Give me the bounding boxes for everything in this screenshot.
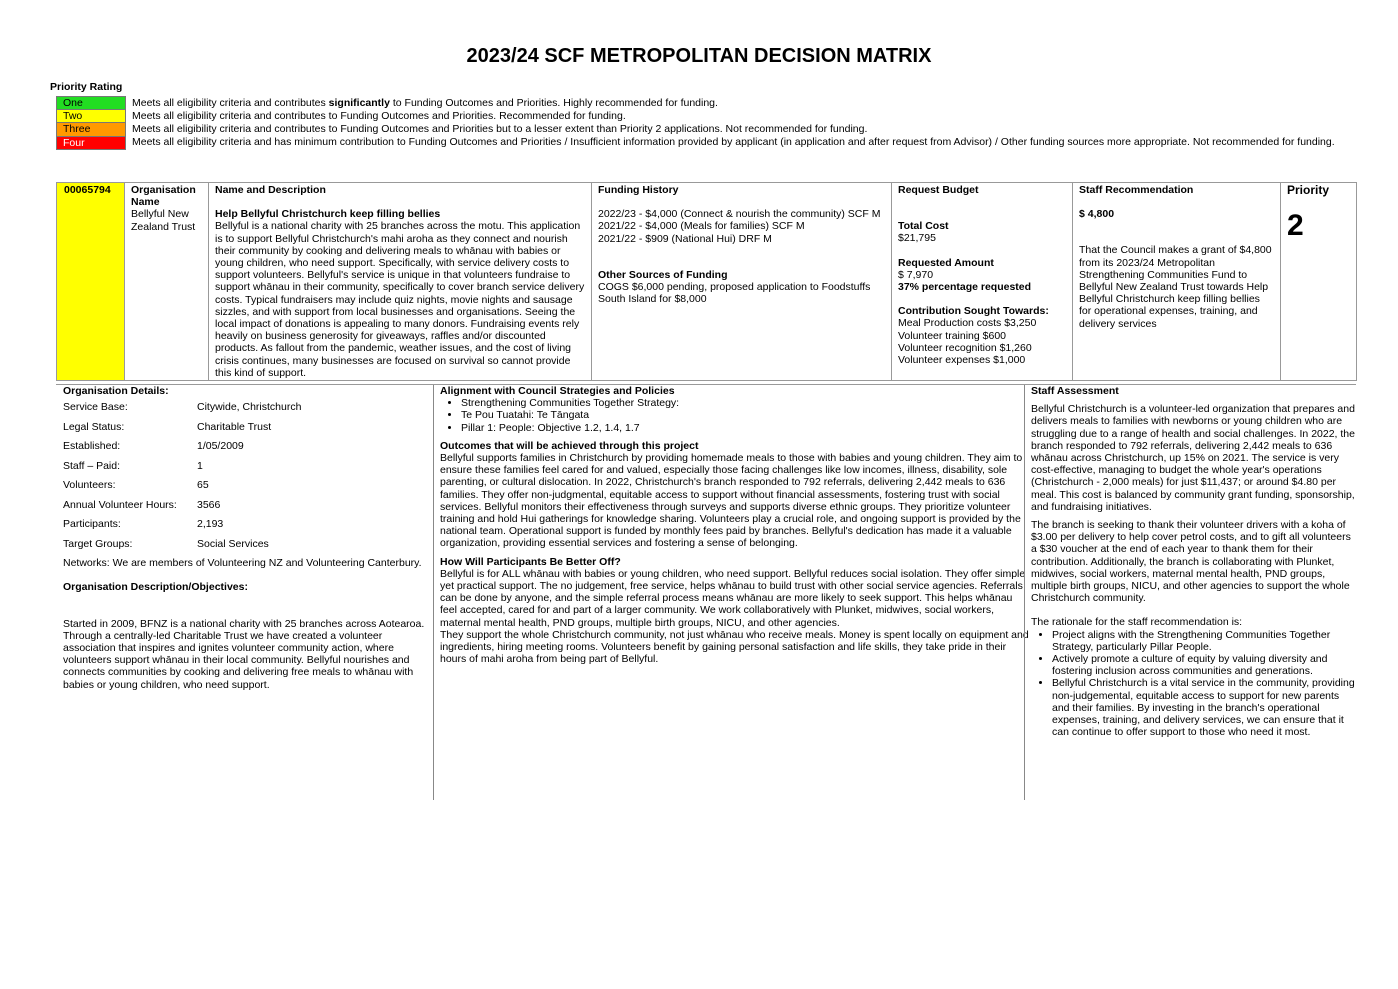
priority-row-three [57, 123, 1356, 136]
alignment-item: • Strengthening Communities Together Strategy: [461, 397, 1030, 409]
priority-desc-two: Meets all eligibility criteria and contributes to Funding Outcomes and Priorities. Recommended for funding. [132, 109, 626, 122]
detail-row: Target Groups: Social Services [63, 537, 269, 550]
priority-header: Priority [1287, 183, 1330, 197]
rationale-item: • Bellyful Christchurch is a vital service in the community, providing non-judgemental, equitable access to support for new parents and their families. By investing in the branch's operational expenses, training, and delivery services, we can ensure that it can continue to offer support to those who need it most. [1052, 677, 1356, 738]
name-description-cell [209, 183, 592, 381]
better-off-text-2: They support the whole Christchurch community, not just whānau who receive meals. Money is spent locally on equipment and ingredients, hiring meeting rooms. Volunteers benefit by gaining personal satisfaction and life skills, they take pride in their hours of mahi aroha from being part of Bellyful. [440, 628, 1029, 666]
funding-history-item: 2022/23 - $4,000 (Connect & nourish the community) SCF M [598, 208, 881, 221]
priority-swatch-three: Three [57, 123, 126, 136]
rationale-item: • Project aligns with the Strengthening Communities Together Strategy, particularly Pillar People. [1052, 629, 1356, 653]
funding-history-cell [592, 183, 892, 381]
staff-assessment-header: Staff Assessment [1031, 385, 1119, 397]
rationale-list [1031, 629, 1356, 739]
application-table [56, 182, 1357, 381]
alignment-item: • Te Pou Tuatahi: Te Tāngata [461, 409, 1030, 421]
priority-rating-label: Priority Rating [50, 81, 123, 93]
contribution-item: Meal Production costs $3,250 [898, 317, 1037, 330]
priority-rating-table [56, 96, 1356, 150]
staff-assessment-column [1024, 385, 1356, 800]
better-off-header: How Will Participants Be Better Off? [440, 555, 621, 568]
organisation-description: Started in 2009, BFNZ is a national charity with 25 branches across Aotearoa. Through a centrally-led Charitable Trust we have created a volunteer association that inspires and ignites volunteer community action, where volunteers support whānau in their local community. Bellyful nourishes and connects communities by cooking and delivering free meals to whānau with babies or young children, who need support. [63, 617, 425, 691]
networks-text: Networks: We are members of Volunteering NZ and Volunteering Canterbury. [63, 557, 422, 570]
staff-assessment-paragraph: The branch is seeking to thank their volunteer drivers with a koha of $3.00 per delivery to help cover petrol costs, and to gift all volunteers a $30 voucher at the end of each year to thank them for their contribution. Additionally, the branch is collaborating with Plunket, midwives, social workers, maternal mental health, PND groups, multiple birth groups, NICU, and other agencies to support the whole Christchurch community. [1031, 519, 1351, 605]
rationale-intro: The rationale for the staff recommendation is: [1031, 616, 1243, 629]
outcomes-text: Bellyful supports families in Christchurch by providing homemade meals to those with babies and young children. They aim to ensure these families feel cared for and valued, especially those facing challenges like low incomes, illness, disability, sole parenting, or cultural dislocation. In 2022, Christchurch's branch responded to 792 referrals, delivering 2,442 meals to 636 families. They offer non-judgmental, equitable access to support without financial assessments, fostering trust with social services. Bellyful monitors their effectiveness through surveys and supports diverse ethnic groups. They prioritize volunteer training and hold Hui gatherings for knowledge sharing. Volunteers play a crucial role, and ongoing support is provided by the national team. Operational support is funded by monthly fees paid by branches. Bellyful's dedication has made it a valuable organization, providing essential services and fostering a sense of belonging. [440, 452, 1023, 550]
organisation-description-header: Organisation Description/Objectives: [63, 581, 248, 594]
application-id: 00065794 [57, 183, 125, 381]
staff-recommendation-amount: $ 4,800 [1079, 208, 1115, 221]
staff-recommendation-text: That the Council makes a grant of $4,800 from its 2023/24 Metropolitan Strengthening Communities Fund to Bellyful New Zealand Trust towards Help Bellyful Christchurch keep filling bellies for operational expenses, training, and delivery services [1079, 244, 1272, 330]
organisation-cell [125, 183, 209, 381]
request-budget-cell [892, 183, 1073, 381]
priority-swatch-four: Four [57, 136, 126, 149]
priority-row-four [57, 136, 1356, 149]
rationale-item: • Actively promote a culture of equity by valuing diversity and fostering inclusion across communities and generations. [1052, 653, 1356, 677]
staff-assessment-paragraph: Bellyful Christchurch is a volunteer-led organization that prepares and delivers meals to families with newborns or young children who are struggling due to a range of health and social challenges. In 2022, the branch responded to 792 referrals, delivering 2,442 meals to 636 whānau across Christchurch, up 15% on 2021. The service is very cost-effective, managing to budget the whole year's operations (Christchurch - 2,000 meals) for just $11,437; or around $4.80 per meal. This cost is balanced by community grant funding, sponsorship, and fundraising initiatives. [1031, 403, 1355, 513]
funding-history-item: 2021/22 - $4,000 (Meals for families) SCF M [598, 220, 805, 233]
priority-value: 2 [1287, 209, 1304, 243]
priority-swatch-two: Two [57, 110, 126, 123]
project-description: Bellyful is a national charity with 25 branches across the motu. This application is to support Bellyful Christchurch's mahi aroha as they connect and nourish their community by cooking and delivering meals to whānau with babies or young children, who need support. Specifically, with service delivery costs to support volunteers. Bellyful's service is unique in that volunteers fundraise to support whānau in their community, specifically to cover branch service delivery costs. Typical fundraisers may include quiz nights, movie nights and sausage sizzles, and with support from local businesses and organisations. Seeing the local impact of donations is appealing to many donors. Fundraising events rely heavily on business generosity for giveaways, raffles and/or discounted products. As fallout from the pandemic, weather issues, and the cost of living crisis continues, many businesses are focused on survival so cannot provide this kind of support. [215, 220, 585, 379]
other-sources-header: Other Sources of Funding [598, 268, 728, 281]
requested-amount-value: $ 7,970 [898, 268, 934, 281]
project-title: Help Bellyful Christchurch keep filling bellies [215, 208, 441, 221]
organisation-details-column [56, 385, 433, 800]
detail-row: Staff – Paid: 1 [63, 459, 203, 472]
funding-history-header: Funding History [598, 184, 679, 196]
organisation-details-header: Organisation Details: [63, 385, 169, 397]
alignment-column [433, 385, 1030, 800]
contribution-item: Volunteer recognition $1,260 [898, 341, 1032, 354]
organisation-name: Bellyful New Zealand Trust [131, 208, 196, 233]
detail-row: Annual Volunteer Hours: 3566 [63, 498, 221, 511]
detail-row: Volunteers: 65 [63, 479, 209, 492]
name-description-header: Name and Description [215, 184, 326, 196]
contribution-label: Contribution Sought Towards: [898, 305, 1049, 318]
priority-desc-one: Meets all eligibility criteria and contributes significantly to Funding Outcomes and Priorities. Highly recommended for funding. [132, 96, 718, 109]
staff-recommendation-header: Staff Recommendation [1079, 184, 1194, 196]
priority-row-one [57, 97, 1356, 110]
total-cost-value: $21,795 [898, 232, 936, 245]
contribution-item: Volunteer expenses $1,000 [898, 354, 1026, 367]
priority-swatch-one: One [57, 97, 126, 110]
organisation-header: Organisation Name [131, 184, 196, 209]
priority-desc-three: Meets all eligibility criteria and contributes to Funding Outcomes and Priorities but to a lesser extent than Priority 2 applications. Not recommended for funding. [132, 122, 868, 135]
detail-row: Legal Status: Charitable Trust [63, 420, 272, 433]
priority-cell [1281, 183, 1357, 381]
priority-desc-four: Meets all eligibility criteria and has minimum contribution to Funding Outcomes and Priorities / Insufficient information provided by applicant (in application and after request from Advisor) / Other funding sources more appropriate. Not recommended for funding. [132, 136, 1335, 149]
requested-percentage: 37% percentage requested [898, 281, 1032, 294]
requested-amount-label: Requested Amount [898, 256, 994, 269]
request-budget-header: Request Budget [898, 184, 979, 196]
alignment-item: • Pillar 1: People: Objective 1.2, 1.4, 1.7 [461, 422, 1030, 434]
detail-row: Established: 1/05/2009 [63, 440, 244, 453]
staff-recommendation-cell [1073, 183, 1281, 381]
detail-row: Participants: 2,193 [63, 518, 224, 531]
details-section [56, 385, 1356, 800]
other-sources: COGS $6,000 pending, proposed application to Foodstuffs South Island for $8,000 [598, 281, 871, 306]
priority-row-two [57, 110, 1356, 123]
page-title: 2023/24 SCF METROPOLITAN DECISION MATRIX [466, 45, 932, 67]
alignment-list [440, 397, 1030, 434]
alignment-header: Alignment with Council Strategies and Policies [440, 385, 675, 397]
better-off-text: Bellyful is for ALL whānau with babies or young children, who need support. Bellyful reduces social isolation. They offer simple yet practical support. The no judgement, free service, helps whānau to build trust with other social service agencies. Referrals can be done by anyone, and the simple referral process means whānau are more likely to seek support. This helps whānau feel accepted, cared for and part of a larger community. We work collaboratively with Plunket, midwives, social workers, maternal mental health, PND groups, multiple birth groups, NICU, and other agencies. [440, 567, 1026, 629]
detail-row: Service Base: Citywide, Christchurch [63, 401, 302, 414]
total-cost-label: Total Cost [898, 220, 949, 233]
contribution-item: Volunteer training $600 [898, 329, 1006, 342]
outcomes-header: Outcomes that will be achieved through this project [440, 439, 699, 452]
funding-history-item: 2021/22 - $909 (National Hui) DRF M [598, 232, 772, 245]
